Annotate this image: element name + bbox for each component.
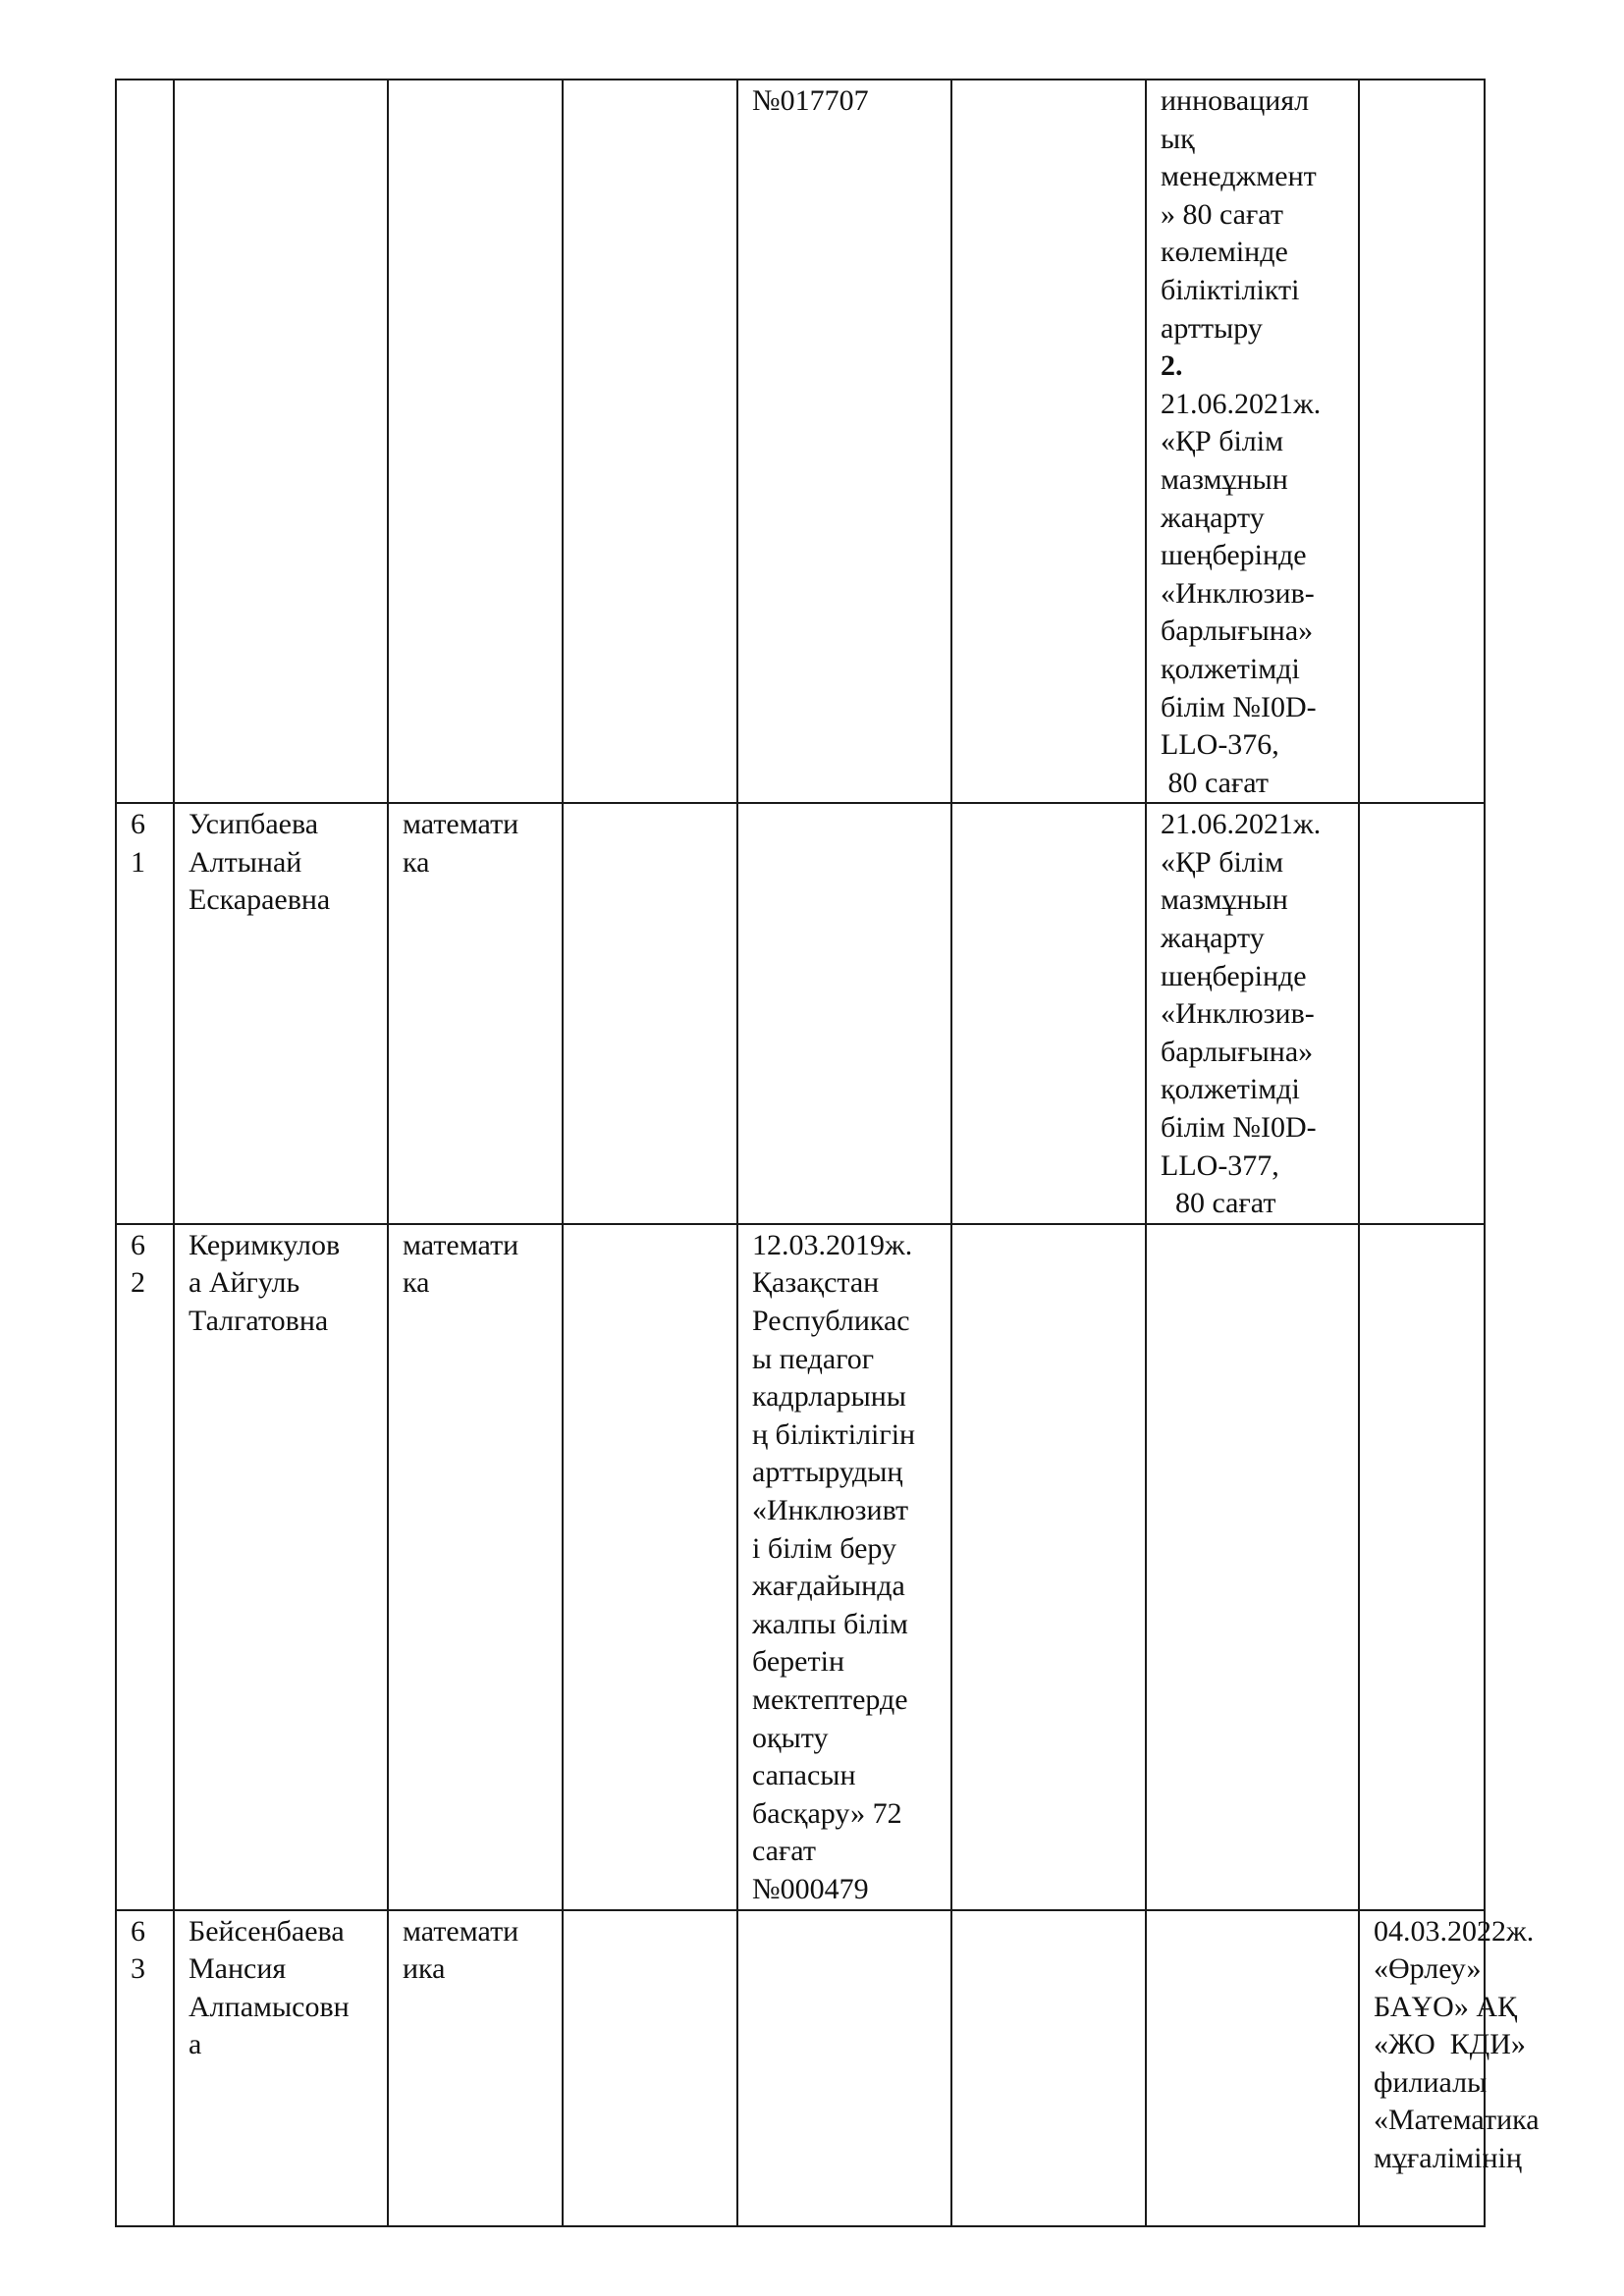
cell-col8 [1359, 80, 1485, 803]
cell-text-line: «Инклюзив- [1161, 576, 1315, 610]
cell-text-line: жалпы білім [752, 1607, 908, 1640]
cell-text-line: мектептерде [752, 1682, 908, 1716]
document-table [115, 79, 1540, 2227]
cell-text-line: 1 [131, 845, 145, 879]
cell-text-line: ы педагог [752, 1342, 875, 1375]
cell-text-line: арттырудың [752, 1456, 903, 1489]
cell-text-line: ка [403, 1266, 430, 1300]
cell-text-line: жағдайында [752, 1570, 905, 1603]
table-row [116, 1910, 1485, 2226]
cell-text-line: инновациял [1161, 84, 1310, 117]
cell-text-line: көлемінде [1161, 236, 1288, 269]
cell-text-line: №000479 [752, 1872, 869, 1905]
cell-text-line: Усипбаева [189, 808, 319, 841]
cell-text-line: менеджмент [1161, 160, 1317, 193]
table-row [116, 1224, 1485, 1910]
cell-text-line: жаңарту [1161, 922, 1265, 955]
cell-text-line: 2 [131, 1266, 145, 1300]
table-row [116, 803, 1485, 1224]
cell-col8 [1359, 1910, 1540, 2226]
cell-col5 [737, 803, 951, 1224]
cell-number [116, 1224, 174, 1910]
cell-text-line: і білім беру [752, 1531, 897, 1565]
cell-text-line: мазмұнын [1161, 883, 1288, 917]
table-body [116, 80, 1540, 2226]
cell-text-line: сағат [752, 1835, 816, 1868]
cell-text-line: «ҚР білім [1161, 845, 1284, 879]
cell-text-line: математи [403, 1914, 519, 1948]
cell-text-line: кадрларыны [752, 1380, 906, 1414]
cell-text-line: ық [1161, 122, 1195, 155]
cell-text-line: 04.03.2022ж. [1374, 1914, 1535, 1948]
cell-col8 [1359, 803, 1485, 1224]
cell-text-line: LLO-377, [1161, 1148, 1279, 1182]
cell-text-line: 6 [131, 1914, 145, 1948]
cell-text-line: білім №I0D- [1161, 690, 1317, 723]
cell-text-line: » 80 сағат [1161, 197, 1283, 231]
cell-text-line: «Инклюзивт [752, 1493, 909, 1526]
cell-text-line: 2. [1161, 349, 1183, 383]
cell-text-line: 80 сағат [1161, 1187, 1276, 1220]
cell-text-line: Бейсенбаева [189, 1914, 345, 1948]
cell-subject [388, 1224, 563, 1910]
cell-subject [388, 1910, 563, 2226]
cell-text-line: «Өрлеу» [1374, 1952, 1482, 1986]
cell-text-line: білім №I0D- [1161, 1111, 1317, 1145]
cell-text-line: барлығына» [1161, 614, 1314, 648]
cell-col5 [737, 80, 951, 803]
cell-col4 [563, 1910, 737, 2226]
cell-text-line: 3 [131, 1952, 145, 1986]
cell-text-line: қолжетімді [1161, 652, 1300, 685]
cell-text-line: Керимкулов [189, 1228, 341, 1261]
cell-text-line: математи [403, 1228, 519, 1261]
cell-text-line: оқыту [752, 1721, 829, 1754]
cell-name [174, 1910, 388, 2226]
cell-name [174, 1224, 388, 1910]
cell-text-line: жаңарту [1161, 501, 1265, 534]
cell-text-line: сапасын [752, 1759, 856, 1792]
cell-number [116, 80, 174, 803]
cell-text-line: филиалы [1374, 2065, 1488, 2099]
cell-name [174, 80, 388, 803]
cell-text-line: ка [403, 845, 430, 879]
cell-text-line: Ескараевна [189, 883, 331, 917]
cell-col4 [563, 1224, 737, 1910]
cell-text-line: ң біліктілігін [752, 1417, 916, 1451]
cell-col5 [737, 1910, 951, 2226]
cell-text-line: №017707 [752, 84, 869, 117]
cell-text-line: «ЖО КДИ» [1374, 2028, 1526, 2061]
cell-col8 [1359, 1224, 1485, 1910]
table-row [116, 80, 1485, 803]
cell-col7 [1146, 1224, 1359, 1910]
cell-text-line: математи [403, 808, 519, 841]
cell-text-line: Мансия [189, 1952, 287, 1986]
cell-text-line: Қазақстан [752, 1266, 880, 1300]
cell-number [116, 803, 174, 1224]
cell-col7 [1146, 80, 1359, 803]
cell-text-line: ика [403, 1952, 446, 1986]
cell-col6 [951, 80, 1146, 803]
cell-number [116, 1910, 174, 2226]
cell-text-line: барлығына» [1161, 1035, 1314, 1068]
cell-col6 [951, 803, 1146, 1224]
cell-text-line: 80 сағат [1161, 766, 1269, 799]
cell-col7 [1146, 803, 1359, 1224]
cell-text-line: LLO-376, [1161, 728, 1279, 762]
cell-text-line: мазмұнын [1161, 462, 1288, 496]
cell-text-line: БАҰО» АҚ [1374, 1990, 1518, 2023]
cell-col6 [951, 1910, 1146, 2226]
cell-text-line: Алпамысовн [189, 1990, 350, 2023]
cell-text-line: «Математика [1374, 2104, 1540, 2137]
cell-text-line: қолжетімді [1161, 1073, 1300, 1106]
cell-text-line: шеңберінде [1161, 539, 1307, 572]
cell-subject [388, 80, 563, 803]
cell-text-line: а [189, 2028, 202, 2061]
cell-text-line: шеңберінде [1161, 959, 1307, 992]
cell-col4 [563, 803, 737, 1224]
cell-text-line: біліктілікті [1161, 273, 1300, 306]
cell-col5 [737, 1224, 951, 1910]
cell-subject [388, 803, 563, 1224]
cell-text-line: арттыру [1161, 311, 1263, 345]
cell-text-line: 6 [131, 808, 145, 841]
cell-text-line: Алтынай [189, 845, 302, 879]
cell-text-line: Талгатовна [189, 1305, 329, 1337]
cell-text-line: 6 [131, 1228, 145, 1261]
cell-text-line: басқару» 72 [752, 1796, 902, 1830]
cell-text-line: а Айгуль [189, 1266, 300, 1300]
cell-col6 [951, 1224, 1146, 1910]
cell-col7 [1146, 1910, 1359, 2226]
cell-text-line: 21.06.2021ж. [1161, 808, 1322, 841]
cell-text-line: Республикас [752, 1305, 910, 1337]
cell-text-line: 12.03.2019ж. [752, 1228, 913, 1261]
cell-text-line: «Инклюзив- [1161, 997, 1315, 1031]
cell-text-line: беретін [752, 1645, 844, 1679]
cell-text-line: «ҚР білім [1161, 425, 1284, 458]
cell-name [174, 803, 388, 1224]
cell-col4 [563, 80, 737, 803]
cell-text-line: 21.06.2021ж. [1161, 387, 1322, 420]
cell-text-line: мұғалімінің [1374, 2142, 1522, 2175]
